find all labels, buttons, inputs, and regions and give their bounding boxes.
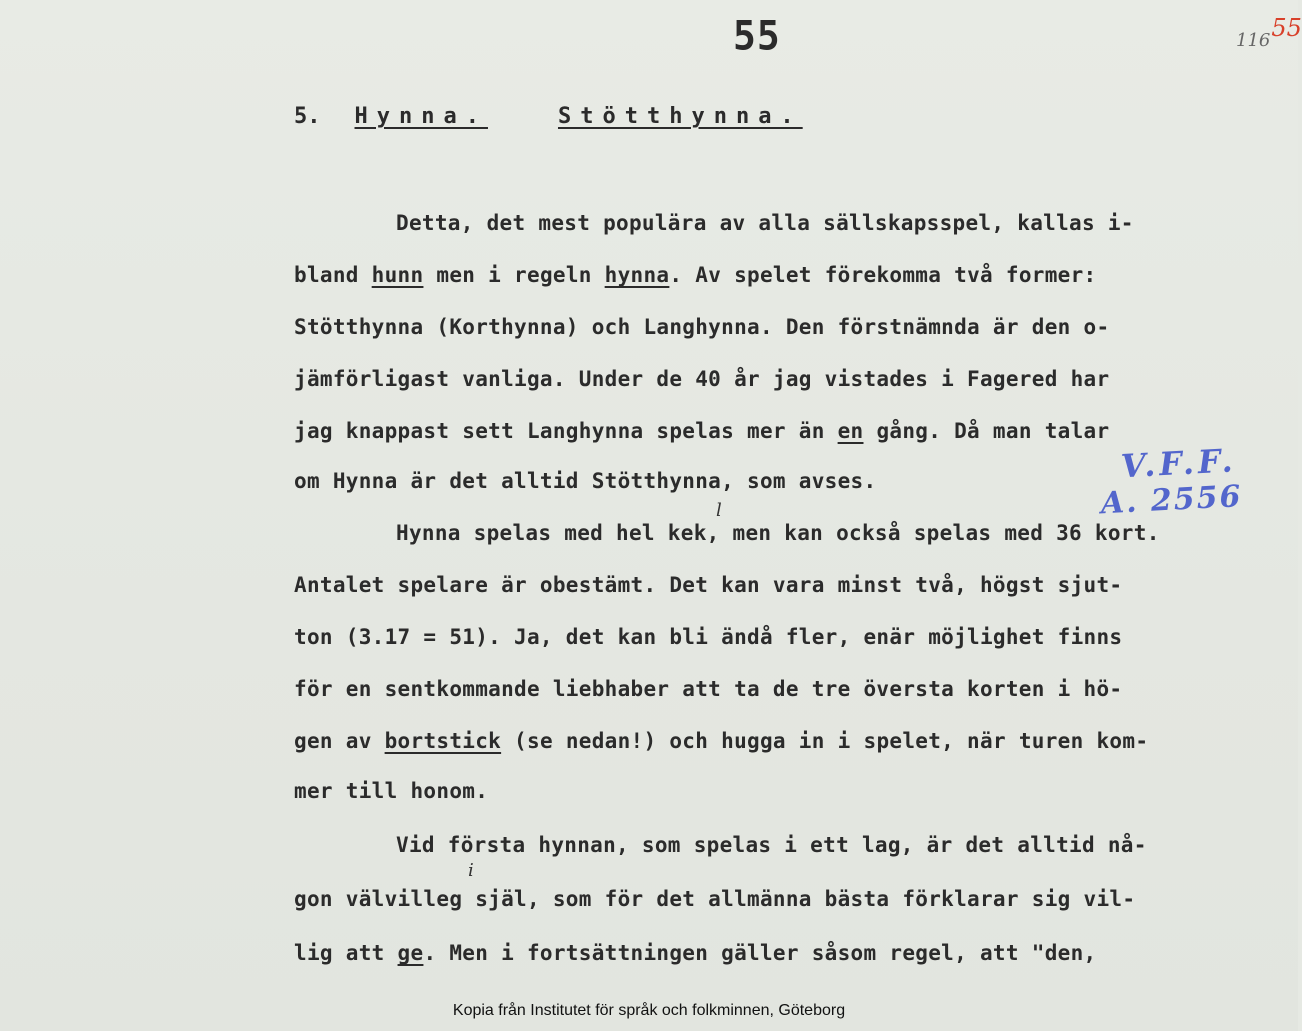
stamp-line-2: A. 2556: [1099, 479, 1244, 522]
text-line: Antalet spelare är obestämt. Det kan vara minst två, högst sjut-: [294, 573, 1123, 597]
text-line: Stötthynna (Korthynna) och Langhynna. Den förstnämnda är den o-: [294, 315, 1110, 339]
text-line: ton (3.17 = 51). Ja, det kan bli ändå fler, enär möjlighet finns: [294, 625, 1123, 649]
section-number: 5.: [294, 104, 321, 129]
text-line: om Hynna är det alltid Stötthynna, som avses.: [294, 469, 877, 493]
text-line-content: bland hunn men i regeln hynna. Av spelet förekomma två former:: [294, 263, 1097, 287]
stamp-line-1: V.F.F.: [1119, 441, 1238, 486]
text-line: Hynna spelas med hel kek, men kan också spelas med 36 kort.: [396, 521, 1160, 545]
red-page-number: 55: [1271, 14, 1302, 42]
handwritten-correction-i: i: [468, 860, 474, 881]
text-line: för en sentkommande liebhaber att ta de tre översta korten i hö-: [294, 677, 1123, 701]
pencil-page-number: 116: [1236, 30, 1271, 51]
text-line: gon välvilleg själ, som för det allmänna bästa förklarar sig vil-: [294, 887, 1136, 911]
text-line: [294, 263, 1097, 287]
archive-stamp: [1098, 440, 1272, 533]
text-line: jämförligast vanliga. Under de 40 år jag vistades i Fagered har: [294, 367, 1110, 391]
copy-notice-footer: Kopia från Institutet för språk och folkminnen, Göteborg: [452, 1002, 846, 1019]
section-title-stotthynna: Stötthynna.: [557, 104, 803, 129]
section-title-hynna: Hynna.: [354, 104, 488, 129]
handwritten-correction-l: l: [716, 500, 722, 521]
text-line: Vid första hynnan, som spelas i ett lag, är det alltid nå-: [396, 833, 1147, 857]
text-line: lig att ge. Men i fortsättningen gäller såsom regel, att "den,: [294, 941, 1097, 965]
page-number: 55: [733, 12, 781, 60]
text-line: jag knappast sett Langhynna spelas mer än en gång. Då man talar: [294, 419, 1110, 443]
section-heading: [294, 104, 803, 129]
text-line: mer till honom.: [294, 779, 489, 803]
text-line: Detta, det mest populära av alla sällskapsspel, kallas i-: [396, 211, 1134, 235]
text-line: gen av bortstick (se nedan!) och hugga in i spelet, när turen kom-: [294, 729, 1149, 753]
archive-page-number: [1236, 14, 1302, 51]
